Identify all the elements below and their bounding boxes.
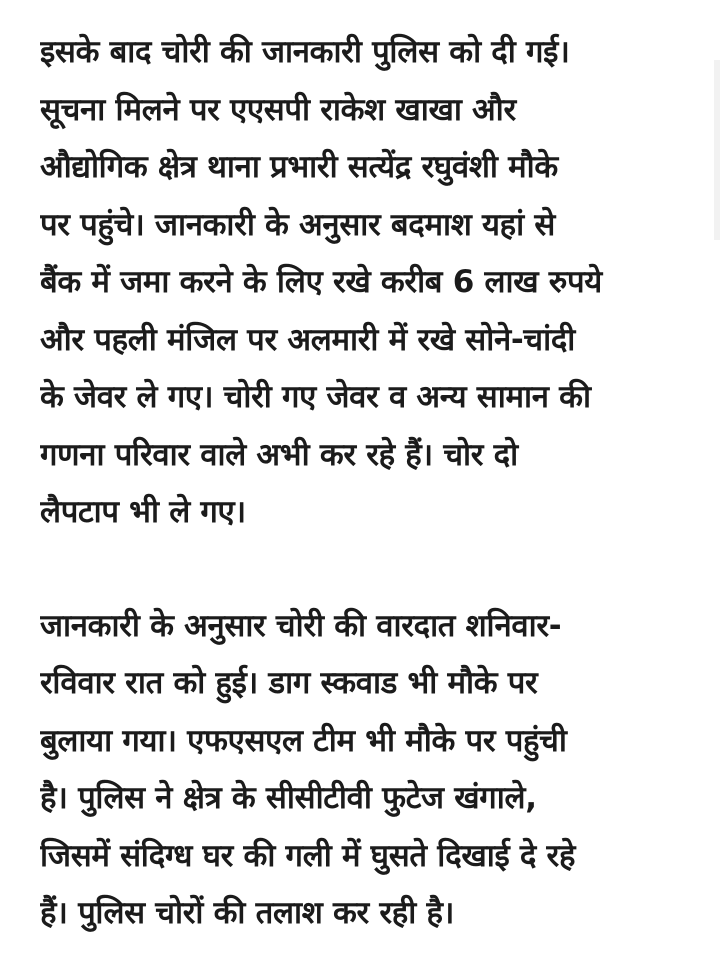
text-line: इसके बाद चोरी की जानकारी पुलिस को दी गई। (40, 34, 570, 70)
text-line: जानकारी के अनुसार चोरी की वारदात शनिवार- (40, 607, 562, 644)
article-body (40, 24, 700, 943)
text-line: हैं। पुलिस चोरों की तलाश कर रही है। (40, 895, 455, 931)
text-line: पर पहुंचे। जानकारी के अनुसार बदमाश यहां से (40, 206, 556, 243)
text-line: बुलाया गया। एफएसएल टीम भी मौके पर पहुंची (40, 722, 567, 759)
paragraph-2 (40, 598, 700, 943)
text-line: रविवार रात को हुई। डाग स्कवाड भी मौके पर (40, 665, 538, 701)
text-line: और पहली मंजिल पर अलमारी में रखे सोने-चांदी (40, 321, 576, 358)
text-line: के जेवर ले गए। चोरी गए जेवर व अन्य सामान की (40, 379, 591, 415)
text-line: है। पुलिस ने क्षेत्र के सीसीटीवी फुटेज खंगाले, (40, 780, 537, 816)
text-line: लैपटाप भी ले गए। (40, 494, 246, 530)
text-line: गणना परिवार वाले अभी कर रहे हैं। चोर दो (40, 436, 518, 473)
text-line: औद्योगिक क्षेत्र थाना प्रभारी सत्येंद्र रघुवंशी मौके (40, 149, 558, 185)
text-line: सूचना मिलने पर एएसपी राकेश खाखा और (40, 91, 516, 128)
text-line: बैंक में जमा करने के लिए रखे करीब 6 लाख रुपये (40, 264, 602, 300)
text-line: जिसमें संदिग्ध घर की गली में घुसते दिखाई दे रहे (40, 837, 576, 874)
paragraph-1 (40, 24, 700, 542)
scroll-edge (714, 60, 720, 240)
paragraph-spacer (40, 542, 700, 598)
